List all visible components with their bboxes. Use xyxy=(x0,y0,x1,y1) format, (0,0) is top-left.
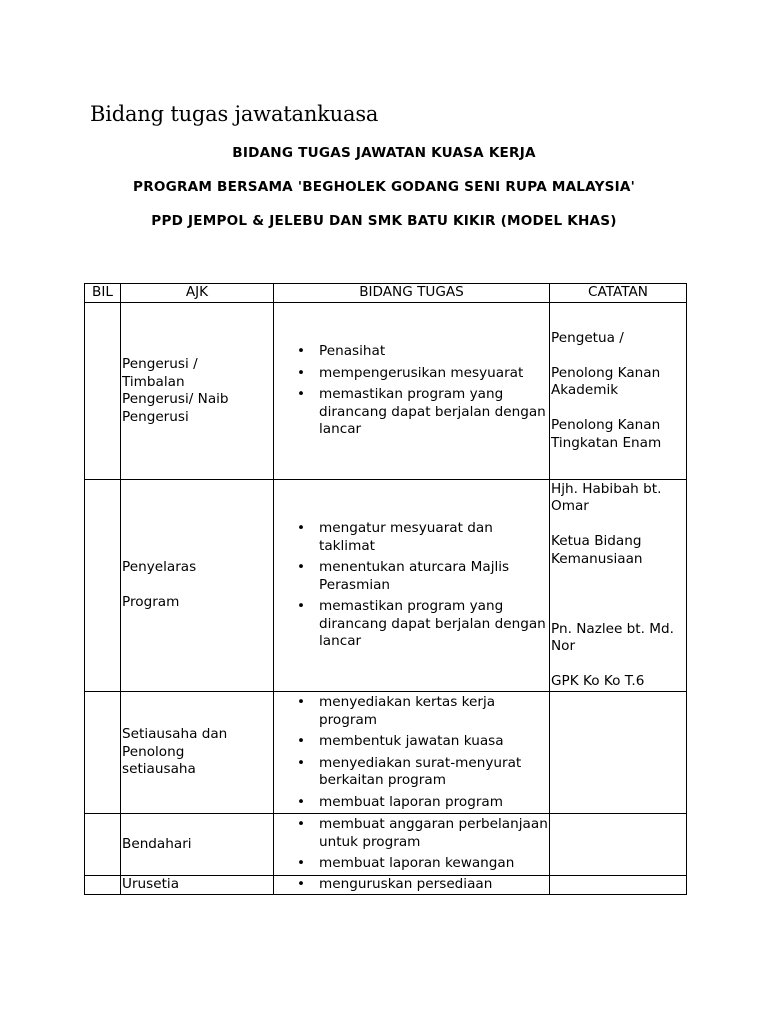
task-item xyxy=(297,343,548,361)
bullet-icon: • xyxy=(297,816,306,833)
task-text: membentuk jawatan kuasa xyxy=(319,733,504,749)
ajk-line: Program xyxy=(122,594,180,611)
bullet-icon: • xyxy=(297,386,306,403)
ajk-line: Pengerusi/ Naib xyxy=(122,391,229,407)
task-item xyxy=(297,364,548,383)
heading-line-2: PROGRAM BERSAMA 'BEGHOLEK GODANG SENI RUPA MALAYSIA' xyxy=(133,179,635,195)
header-bidang-tugas: BIDANG TUGAS xyxy=(274,284,550,303)
task-text: menguruskan persediaan xyxy=(319,876,493,893)
ajk-line: Setiausaha dan xyxy=(122,726,228,743)
cell-ajk xyxy=(121,692,274,814)
cell-bil xyxy=(85,814,121,876)
task-list xyxy=(275,876,548,894)
bullet-icon: • xyxy=(297,855,306,872)
task-text: menyediakan surat-menyurat berkaitan program xyxy=(319,754,522,788)
heading-line-1: BIDANG TUGAS JAWATAN KUASA KERJA xyxy=(232,145,536,161)
task-item xyxy=(297,694,548,729)
task-text: mengatur mesyuarat dan taklimat xyxy=(319,520,493,554)
cell-bil xyxy=(85,692,121,814)
task-list xyxy=(275,520,548,651)
catatan-line: Pengetua / xyxy=(551,329,624,346)
catatan-line: GPK Ko Ko T.6 xyxy=(551,673,645,689)
bullet-icon: • xyxy=(297,694,306,710)
task-list xyxy=(275,694,548,811)
cell-bidang-tugas xyxy=(274,814,550,876)
catatan-line: Penolong Kanan Akademik xyxy=(551,364,661,399)
bullet-icon: • xyxy=(297,733,306,749)
task-list xyxy=(275,343,548,439)
bullet-icon: • xyxy=(297,343,306,360)
bullet-icon: • xyxy=(297,520,306,537)
ajk-line: Penolong xyxy=(122,743,185,760)
bullet-icon: • xyxy=(297,754,306,771)
cell-bidang-tugas xyxy=(274,876,550,895)
ajk-line: Penyelaras xyxy=(122,559,197,576)
cell-ajk xyxy=(121,480,274,692)
table-header-row xyxy=(85,284,687,303)
ajk-line: Timbalan xyxy=(122,373,185,390)
cell-bil xyxy=(85,876,121,895)
ajk-line: setiausaha xyxy=(122,761,196,778)
cell-ajk xyxy=(121,876,274,895)
task-item xyxy=(297,793,548,812)
task-text: memastikan program yang dirancang dapat berjalan dengan lancar xyxy=(319,386,546,438)
heading-line-3: PPD JEMPOL & JELEBU DAN SMK BATU KIKIR (MODEL KHAS) xyxy=(151,213,617,229)
bullet-icon: • xyxy=(297,364,306,381)
table-row xyxy=(85,814,687,876)
cell-bil xyxy=(85,303,121,480)
cell-catatan xyxy=(550,480,687,692)
task-item xyxy=(297,559,548,594)
task-text: menyediakan kertas kerja program xyxy=(319,694,496,728)
cell-ajk xyxy=(121,303,274,480)
cell-bidang-tugas xyxy=(274,480,550,692)
task-text: membuat anggaran perbelanjaan untuk program xyxy=(319,816,548,850)
header-catatan: CATATAN xyxy=(550,284,687,303)
task-item xyxy=(297,598,548,651)
task-item xyxy=(297,816,548,851)
cell-catatan xyxy=(550,303,687,480)
catatan-line: Pn. Nazlee bt. Md. Nor xyxy=(551,620,674,654)
catatan-line: Penolong Kanan Tingkatan Enam xyxy=(551,417,662,451)
cell-bidang-tugas xyxy=(274,303,550,480)
task-item xyxy=(297,733,548,751)
cell-catatan xyxy=(550,876,687,895)
ajk-line: Bendahari xyxy=(122,835,192,852)
task-list xyxy=(275,816,548,873)
task-text: mempengerusikan mesyuarat xyxy=(319,364,524,381)
table-row xyxy=(85,876,687,895)
task-item xyxy=(297,754,548,790)
bullet-icon: • xyxy=(297,876,306,893)
ajk-line: Pengerusi xyxy=(122,408,189,425)
committee-duties-table xyxy=(84,283,687,895)
catatan-line: Ketua Bidang Kemanusiaan xyxy=(551,533,643,567)
task-text: memastikan program yang dirancang dapat berjalan dengan lancar xyxy=(319,598,546,650)
catatan-line: Hjh. Habibah bt. Omar xyxy=(551,480,662,514)
task-item xyxy=(297,855,548,873)
cell-catatan xyxy=(550,692,687,814)
header-ajk: AJK xyxy=(121,284,274,303)
task-item xyxy=(297,876,548,894)
cell-ajk xyxy=(121,814,274,876)
task-text: membuat laporan program xyxy=(319,793,504,810)
ajk-line: Pengerusi / xyxy=(122,356,198,372)
table-row xyxy=(85,303,687,480)
document-title: Bidang tugas jawatankuasa xyxy=(90,102,379,126)
header-bil: BIL xyxy=(85,284,121,303)
ajk-line: Urusetia xyxy=(122,876,180,893)
task-text: Penasihat xyxy=(319,343,386,360)
task-text: membuat laporan kewangan xyxy=(319,855,515,872)
bullet-icon: • xyxy=(297,559,306,576)
table-row xyxy=(85,692,687,814)
cell-catatan xyxy=(550,814,687,876)
task-item xyxy=(297,386,548,439)
table-row xyxy=(85,480,687,692)
cell-bidang-tugas xyxy=(274,692,550,814)
bullet-icon: • xyxy=(297,793,306,810)
task-text: menentukan aturcara Majlis Perasmian xyxy=(319,559,510,593)
bullet-icon: • xyxy=(297,598,306,615)
cell-bil xyxy=(85,480,121,692)
task-item xyxy=(297,520,548,555)
